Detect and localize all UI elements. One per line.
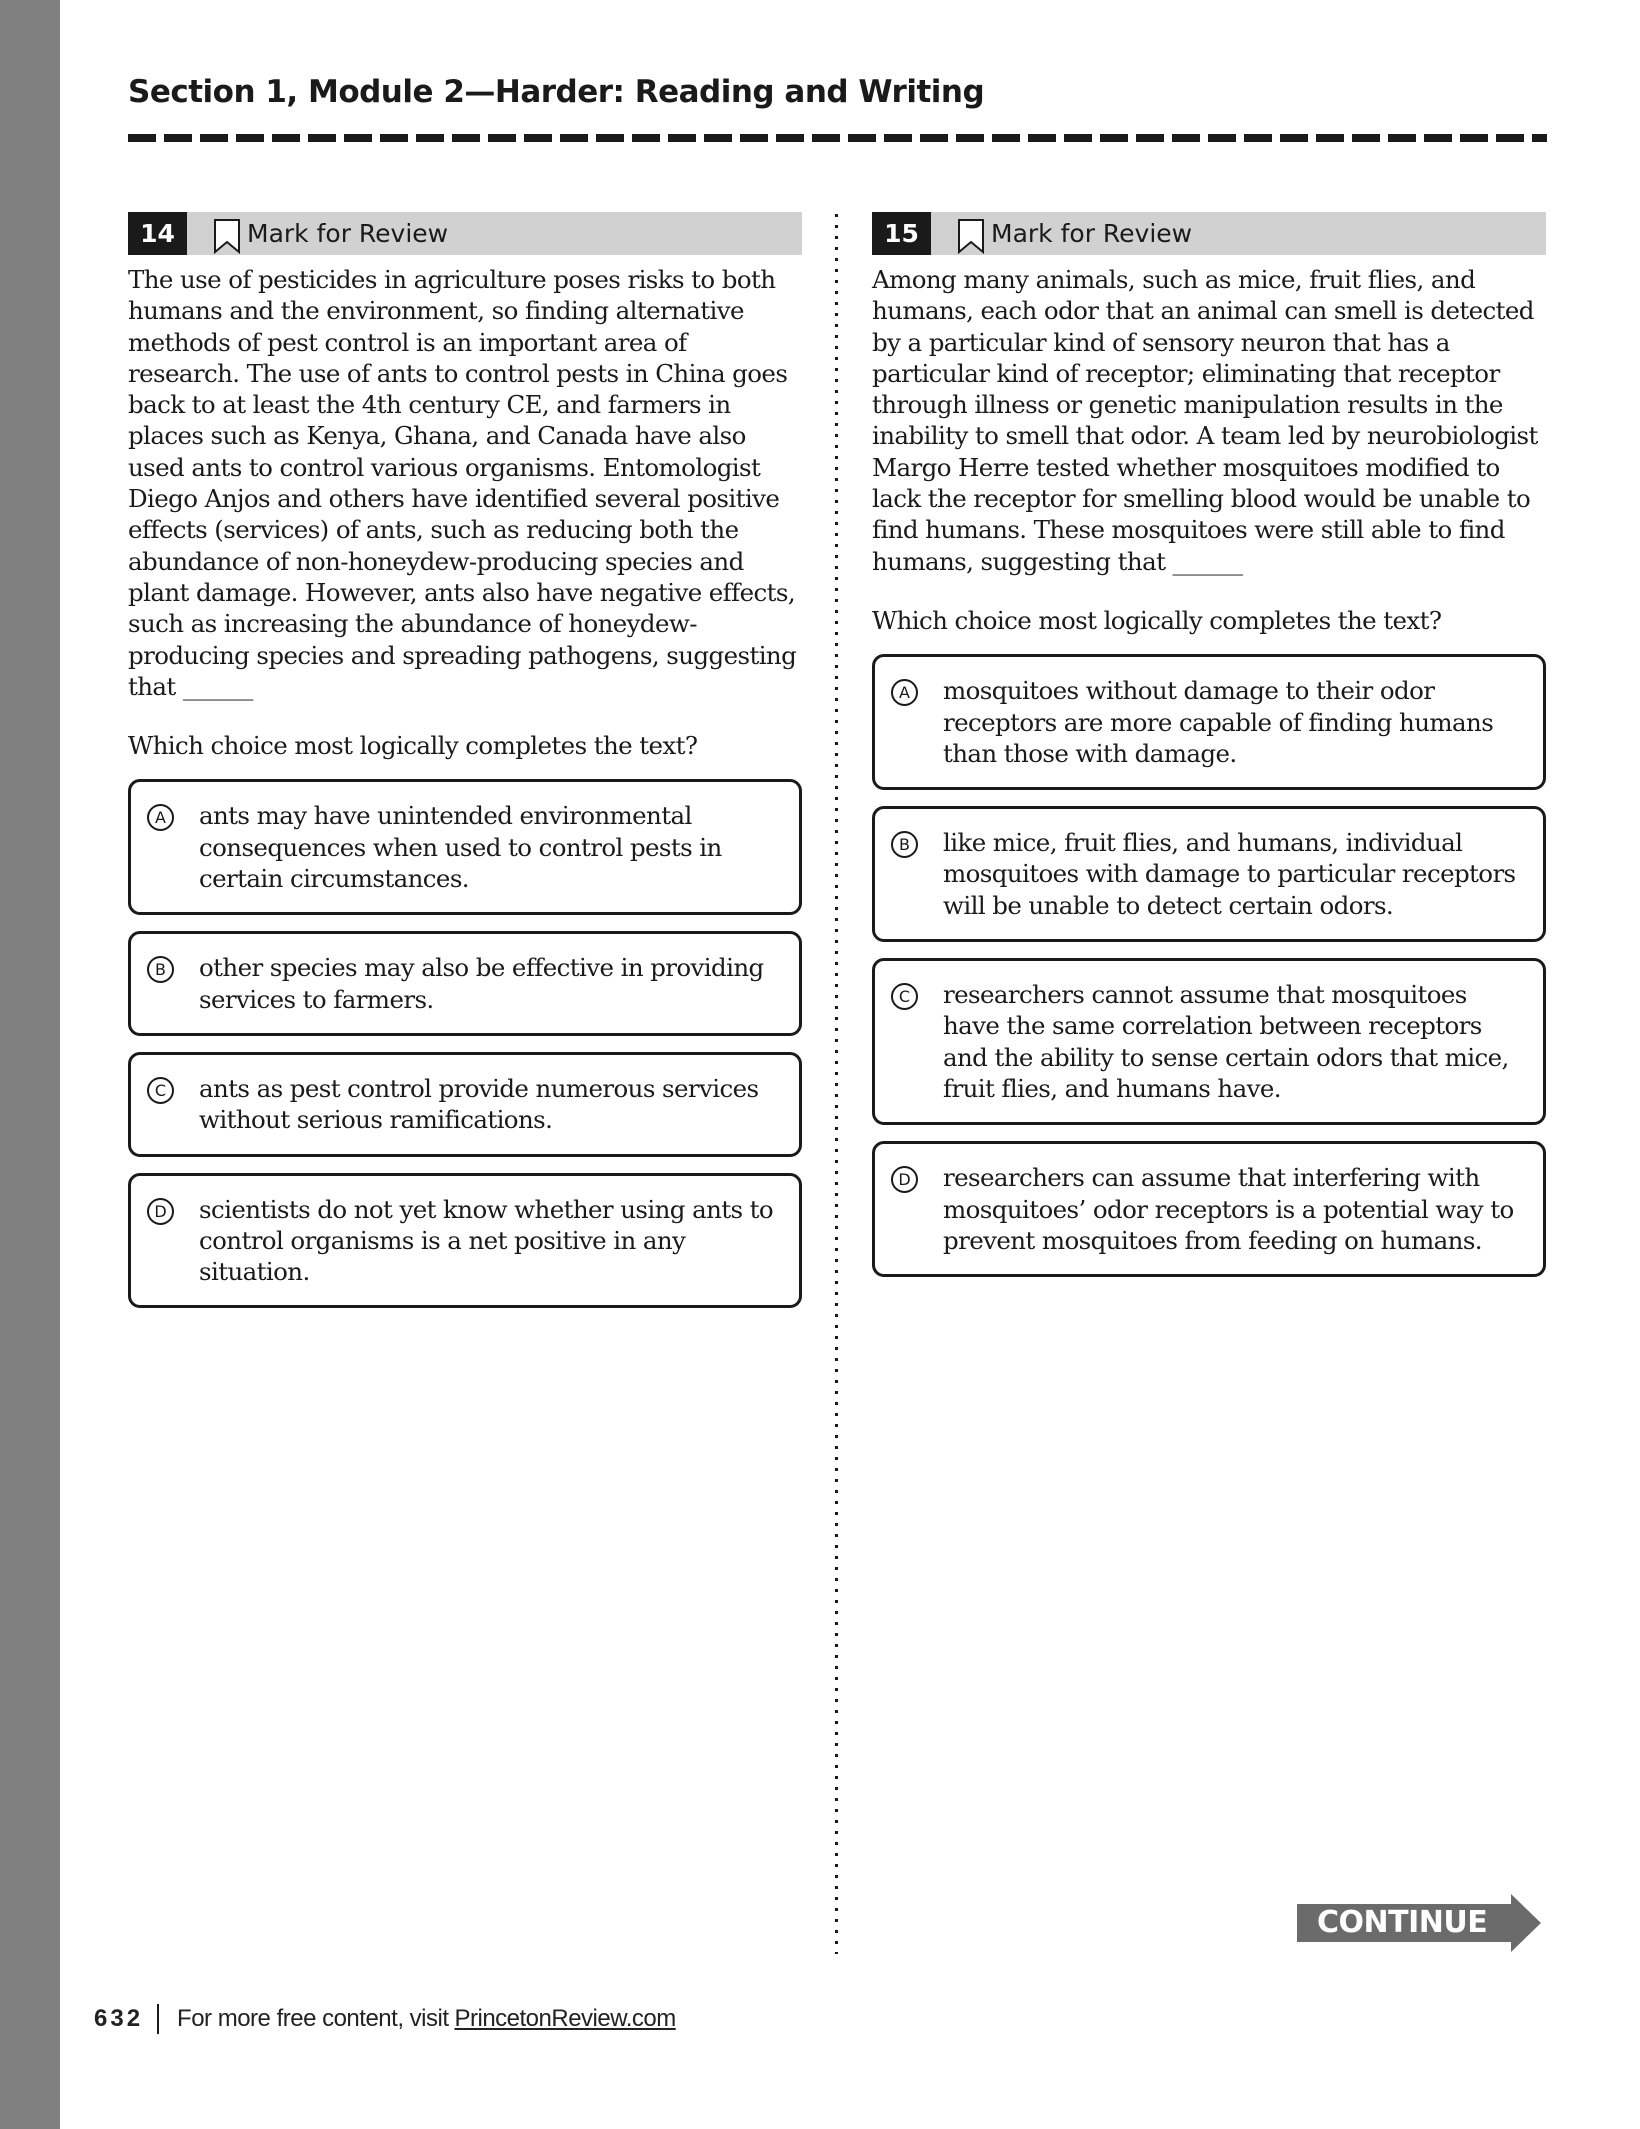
bookmark-icon[interactable]	[957, 214, 985, 254]
choice-text: researchers cannot assume that mosquitoes have the same correlation between receptors and the ability to sense certain odors that mice, fruit flies, and humans have.	[943, 980, 1509, 1103]
continue-button[interactable]	[1297, 1894, 1541, 1952]
answer-choices	[872, 654, 1546, 1277]
choice-b[interactable]	[128, 931, 802, 1036]
choice-letter-icon: D	[147, 1198, 174, 1225]
choice-c[interactable]	[128, 1052, 802, 1157]
bookmark-icon[interactable]	[213, 214, 241, 254]
choice-letter-icon: B	[147, 956, 174, 983]
footer-text: For more free content, visit	[177, 2005, 449, 2032]
choice-text: like mice, fruit flies, and humans, individual mosquitoes with damage to particular receptors will be unable to detect certain odors.	[943, 828, 1516, 920]
question-prompt: Which choice most logically completes the text?	[128, 731, 698, 761]
choice-letter-icon: D	[891, 1166, 918, 1193]
continue-label: CONTINUE	[1317, 1905, 1488, 1940]
section-title: Section 1, Module 2—Harder: Reading and Writing	[128, 74, 985, 110]
choice-letter-icon: C	[891, 983, 918, 1010]
choice-b[interactable]	[872, 806, 1546, 942]
choice-c[interactable]	[872, 958, 1546, 1125]
mark-for-review-button[interactable]: Mark for Review	[247, 219, 449, 248]
column-divider	[835, 214, 838, 1954]
question-header	[128, 212, 802, 255]
choice-a[interactable]	[872, 654, 1546, 790]
choice-letter-icon: A	[891, 679, 918, 706]
choice-text: scientists do not yet know whether using ants to control organisms is a net positive in any situation.	[199, 1194, 774, 1287]
choice-text: ants as pest control provide numerous services without serious ramifications.	[199, 1073, 759, 1135]
page-edge-bar	[0, 0, 60, 2129]
passage-text: Among many animals, such as mice, fruit flies, and humans, each odor that an animal can smell is detected by a particular kind of sensory neuron that has a particular kind of receptor; eliminating that receptor through illness or genetic manipulation results in the inability to smell that odor. A team led by neurobiologist Margo Herre tested whether mosquitoes modified to lack the receptor for smelling blood would be unable to find humans. These mosquitoes were still able to find humans, suggesting that ______	[872, 265, 1538, 576]
question-prompt: Which choice most logically completes the text?	[872, 605, 1442, 635]
answer-choices	[128, 779, 802, 1308]
choice-text: researchers can assume that interfering with mosquitoes’ odor receptors is a potential way to prevent mosquitoes from feeding on humans.	[943, 1163, 1514, 1255]
mark-for-review-button[interactable]: Mark for Review	[991, 219, 1193, 248]
choice-text: other species may also be effective in providing services to farmers.	[199, 953, 764, 1014]
passage-text: The use of pesticides in agriculture poses risks to both humans and the environment, so finding alternative methods of pest control is an important area of research. The use of ants to control pests in China goes back to at least the 4th century CE, and farmers in places such as Kenya, Ghana, and Canada have also used ants to control various organisms. Entomologist Diego Anjos and others have identified several positive effects (services) of ants, such as reducing both the abundance of non-honeydew-producing species and plant damage. However, ants also have negative effects, such as increasing the abundance of honeydew-producing species and spreading pathogens, suggesting that ______	[128, 265, 797, 701]
page-number: 632	[94, 2005, 144, 2032]
question-number: 15	[872, 212, 931, 255]
choice-d[interactable]	[128, 1173, 802, 1309]
question-number: 14	[128, 212, 187, 255]
question-15	[872, 212, 1546, 1277]
title-dashed-rule	[128, 134, 1547, 142]
princeton-review-link[interactable]: PrincetonReview.com	[454, 2005, 676, 2032]
footer-separator	[157, 2004, 159, 2034]
question-header	[872, 212, 1546, 255]
page-footer	[94, 2004, 676, 2034]
choice-letter-icon: A	[147, 804, 174, 831]
choice-text: ants may have unintended environmental consequences when used to control pests in certain circumstances.	[199, 801, 722, 894]
question-14	[128, 212, 802, 1308]
choice-letter-icon: B	[891, 831, 918, 858]
choice-letter-icon: C	[147, 1077, 174, 1104]
choice-a[interactable]	[128, 779, 802, 915]
choice-d[interactable]	[872, 1141, 1546, 1277]
choice-text: mosquitoes without damage to their odor receptors are more capable of finding humans than those with damage.	[943, 676, 1494, 768]
